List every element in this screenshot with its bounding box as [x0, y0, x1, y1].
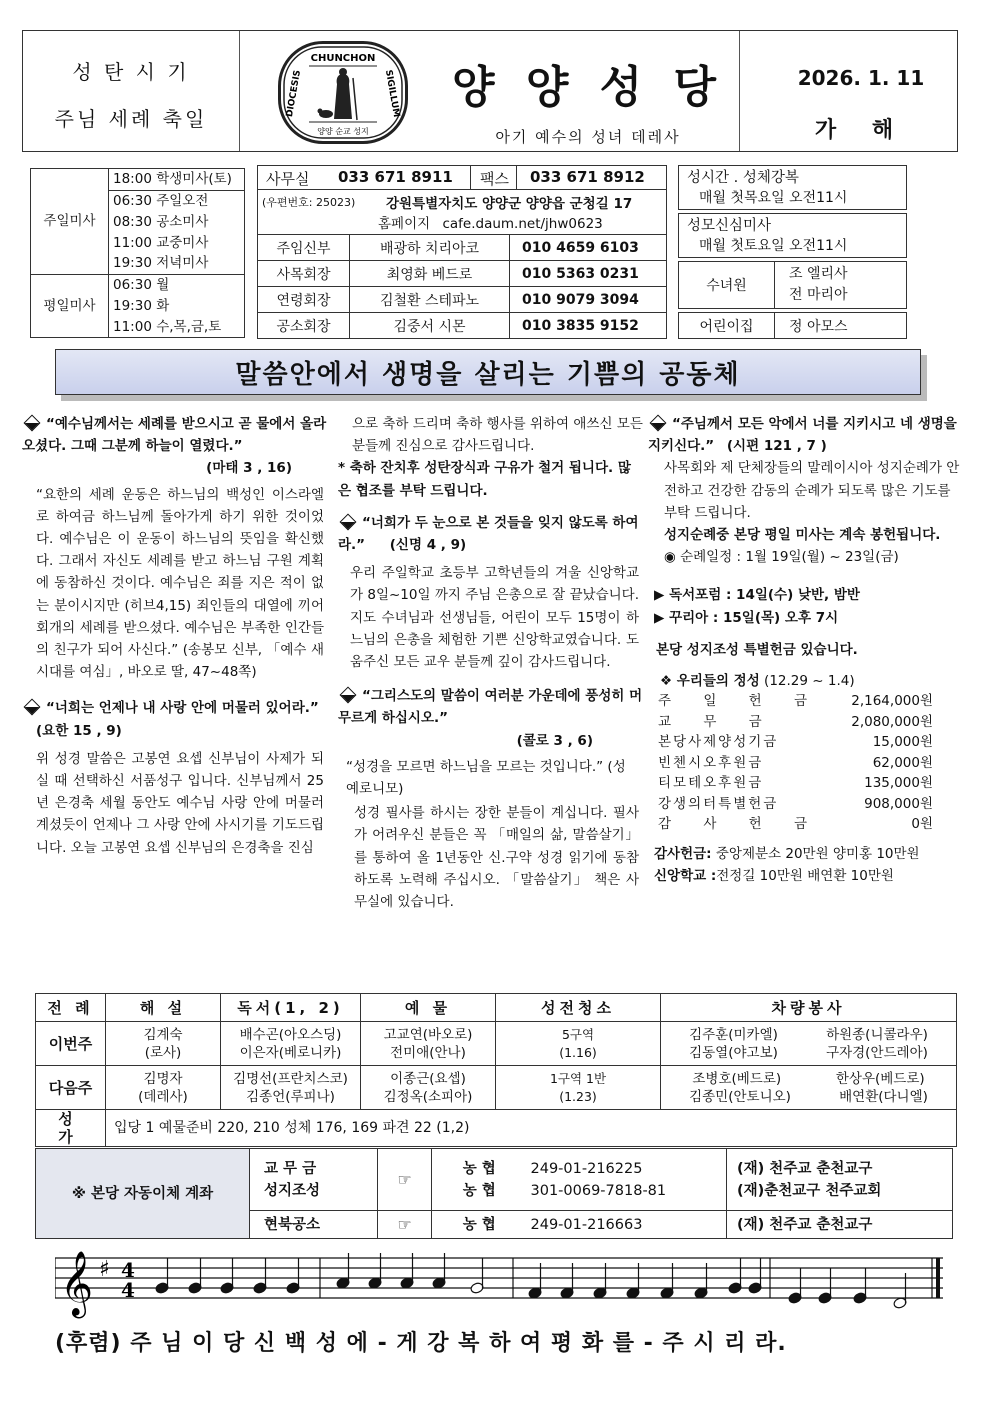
commentator: 김계숙 — [143, 1026, 183, 1043]
account-holder: (재) 천주교 춘천교구 — [737, 1160, 873, 1177]
bank-name: 농 협 — [462, 1160, 496, 1177]
offering-label: 강생의터특별헌금 — [658, 795, 779, 812]
music-staff — [55, 1240, 945, 1325]
offering-label: 티모테오후원금 — [658, 775, 764, 792]
offering-amount: 15,000원 — [872, 734, 933, 751]
col-header: 독서(1, 2) — [221, 994, 361, 1022]
staff-name: 최영화 베드로 — [350, 261, 510, 287]
diocese-seal-logo — [278, 41, 408, 144]
reader: 배수곤(아오스딩) — [239, 1026, 342, 1043]
account-holder: (재) 천주교 춘천교구 — [727, 1211, 953, 1239]
col-header: 차량봉사 — [661, 994, 957, 1022]
column-2 — [338, 413, 643, 913]
week-label: 다음주 — [36, 1066, 106, 1110]
special-offering: 본당 성지조성 특별헌금 있습니다. — [656, 641, 858, 658]
office-phone: 033 671 8911 — [338, 168, 453, 186]
scripture-quote: “예수님께서는 세례를 받으시고 곧 물에서 올라오셨다. 그때 그분께 하늘이 열렸다.” — [22, 416, 327, 455]
driver: 김종민(안토니오) — [689, 1088, 791, 1105]
bank-section-label: ※ 본당 자동이체 계좌 — [36, 1149, 250, 1239]
offering-label: 교 무 금 — [658, 713, 776, 730]
hymn-label: 성 가 — [36, 1110, 106, 1147]
announcement-text: 사목회와 제 단체장들의 말레이시아 성지순례가 안전하고 건강한 감동의 순례가 되도록 많은 기도를 부탁 드립니다. — [664, 460, 960, 521]
homepage-label: 홈페이지 — [378, 216, 431, 232]
scripture-ref: (콜로 3 , 6) — [516, 732, 593, 749]
sunday-mass-item: 19:30 저녁미사 — [109, 253, 245, 274]
scripture-ref: (신명 4 , 9) — [389, 537, 467, 554]
announcement-text: 위 성경 말씀은 고봉연 요셉 신부님이 사제가 되실 때 선택하신 서품성구 입니다. 신부님께서 25년 은경축 세월 동안도 예수님 사랑 안에 머물러 계셨듯이 언제나 그 사랑 안에 사시기를 기도드립니다. 오늘 고봉연 요셉 신부님의 은경축을 진심 — [36, 750, 324, 856]
staff-phone: 010 9079 3094 — [510, 287, 667, 313]
offering-label: 본당사제양성기금 — [658, 734, 779, 751]
cleaning-date: (1.16) — [559, 1044, 597, 1060]
offering-row — [658, 753, 933, 774]
pointing-hand-icon: ☞ — [378, 1149, 432, 1211]
svg-text:DIOCESIS: DIOCESIS — [284, 69, 304, 118]
devotions-block — [678, 165, 907, 339]
holy-hour-title: 성시간 . 성체강복 — [687, 170, 799, 186]
staff-role: 주임신부 — [258, 235, 350, 261]
motto-banner: 말씀안에서 생명을 살리는 기쁨의 공동체 — [55, 349, 921, 395]
bank-account-table — [35, 1148, 953, 1239]
col-header: 예 물 — [361, 994, 496, 1022]
treble-clef-icon: 𝄞 — [60, 1251, 94, 1316]
offering-row — [658, 691, 933, 712]
mass-schedule-table — [30, 168, 245, 338]
staff-name: 배광하 치리아코 — [350, 235, 510, 261]
column-1 — [22, 413, 332, 859]
diamond-bullet-icon — [650, 415, 667, 432]
quote-text: “성경을 모르면 하느님을 모르는 것입니다.” (성 예로니모) — [346, 758, 626, 798]
pointing-hand-icon: ☞ — [378, 1211, 432, 1239]
sister-name: 전 마리아 — [789, 287, 848, 303]
svg-text:CHUNCHON: CHUNCHON — [310, 53, 376, 64]
weekday-mass-item: 11:00 수,목,금,토 — [109, 316, 245, 337]
account-number: 249-01-216225 — [530, 1160, 643, 1177]
cleaning-zone: 1구역 1반 — [549, 1070, 607, 1086]
diamond-bullet-icon — [340, 513, 357, 530]
weekday-mass-item: 19:30 화 — [109, 295, 245, 316]
faith-school-donors: 전정길 10만원 배연환 10만원 — [716, 867, 894, 884]
staff-role: 공소회장 — [258, 313, 350, 339]
issue-date: 2026. 1. 11 — [797, 66, 925, 90]
account-purpose: 교 무 금 — [264, 1160, 317, 1177]
office-label: 사무실 — [266, 170, 310, 188]
sister-name: 조 엘리사 — [789, 266, 848, 282]
masthead — [22, 30, 958, 152]
marian-mass-title: 성모신심미사 — [687, 218, 772, 234]
driver: 배연환(다니엘) — [839, 1088, 928, 1105]
account-holder: (재)춘천교구 천주교회 — [737, 1182, 882, 1199]
cleaning-date: (1.23) — [559, 1088, 597, 1104]
feast-label: 주님 세례 축일 — [54, 107, 208, 131]
curia-meeting: ▶ 꾸리아 : 15일(목) 오후 7시 — [654, 609, 839, 626]
staff-role: 연령회장 — [258, 287, 350, 313]
liturgy-duty-table — [35, 993, 957, 1147]
account-number: 301-0069-7818-81 — [530, 1182, 667, 1199]
convent-label: 수녀원 — [679, 262, 775, 308]
driver: 하원종(니콜라우) — [826, 1026, 928, 1043]
offering-row — [658, 814, 933, 835]
staff-phone: 010 5363 0231 — [510, 261, 667, 287]
sunday-mass-item: 18:00 학생미사(토) — [109, 169, 245, 191]
driver: 김주훈(미카엘) — [689, 1026, 778, 1043]
offering-label: 주 일 헌 금 — [658, 693, 822, 710]
sunday-mass-item: 11:00 교중미사 — [109, 232, 245, 253]
pilgrimage-schedule: ◉ 순례일정 : 1월 19일(월) ~ 23일(금) — [664, 549, 899, 566]
offering-amount: 2,080,000원 — [851, 713, 933, 730]
postal-code: (우편번호: 25023) — [262, 196, 356, 209]
thanks-donors: 중앙제분소 20만원 양미홍 10만원 — [715, 845, 920, 862]
offering-label: 감 사 헌 금 — [658, 816, 822, 833]
offering-row — [658, 794, 933, 815]
diamond-bullet-icon — [24, 699, 41, 716]
offering-amount: 908,000원 — [864, 795, 933, 812]
bank-name: 농 협 — [432, 1211, 527, 1239]
scripture-quote: “그리스도의 말씀이 여러분 가운데에 풍성히 머무르게 하십시오.” — [338, 688, 643, 727]
staff-name: 김철환 스테파노 — [350, 287, 510, 313]
offering-amount: 135,000원 — [864, 775, 933, 792]
weekday-mass-label: 평일미사 — [31, 274, 109, 337]
weekday-mass-item: 06:30 월 — [109, 274, 245, 295]
offering-amount: 0원 — [911, 816, 933, 833]
staff-role: 사목회장 — [258, 261, 350, 287]
reading-forum: ▶ 독서포럼 : 14일(수) 낮반, 밤반 — [654, 587, 860, 604]
time-signature-top: 4 — [121, 1258, 135, 1282]
offering-bearer: 이종근(요셉) — [390, 1070, 466, 1087]
announcement-continued: 으로 축하 드리며 축하 행사를 위하여 애쓰신 모든 분들께 진심으로 감사드립니다. — [352, 416, 643, 455]
kindergarten-name: 정 아모스 — [789, 319, 848, 335]
offering-row — [658, 712, 933, 733]
reflection-text: “요한의 세례 운동은 하느님의 백성인 이스라엘로 하여금 하느님께 돌아가게 하기 위한 것이었다. 예수님은 이 운동이 하느님의 뜻임을 확신했다. 그래서 자신도 세례를 받고 하느님 구원 계획에 동참하신 것이다. 예수님은 죄를 지은 적이 없는 분이시지만 (히브4,15) 죄인들의 대열에 끼어 회개의 세례를 받으셨다. 예수님은 부족한 인간들의 친구가 되어 사신다.” (송봉모 신부, 「예수 새 시대를 여심」, 바오로 딸, 47~48쪽) — [36, 486, 324, 681]
reader: 김종언(루피나) — [246, 1088, 335, 1105]
fax-phone: 033 671 8912 — [530, 168, 645, 186]
svg-text:양양 순교 성지: 양양 순교 성지 — [317, 127, 369, 136]
bank-name: 농 협 — [462, 1182, 496, 1199]
scripture-ref: (시편 121 , 7 ) — [726, 438, 827, 455]
sunday-mass-label: 주일미사 — [31, 169, 109, 275]
time-signature-bottom: 4 — [121, 1278, 135, 1302]
col-header: 성전청소 — [496, 994, 661, 1022]
offering-row — [658, 773, 933, 794]
thanks-label: 감사헌금: — [654, 845, 712, 862]
col-header: 해 설 — [106, 994, 221, 1022]
faith-school-label: 신앙학교 : — [654, 867, 717, 884]
address: 강원특별자치도 양양군 양양읍 군청길 17 — [386, 196, 633, 212]
reader: 김명선(프란치스코) — [233, 1070, 348, 1087]
driver: 한상우(베드로) — [835, 1070, 925, 1087]
notice-text: * 축하 잔치후 성탄장식과 구유가 철거 됩니다. 많은 협조를 부탁 드립니다. — [338, 460, 631, 499]
scripture-ref: (마태 3 , 16) — [206, 460, 292, 477]
diamond-bullet-icon — [340, 687, 357, 704]
offering-bearer: 전미애(안나) — [390, 1044, 466, 1061]
staff-name: 김중서 시몬 — [350, 313, 510, 339]
offering-list — [648, 691, 933, 835]
announcement-bold: 성지순례중 본당 평일 미사는 계속 봉헌됩니다. — [664, 527, 941, 544]
sharp-icon: ♯ — [99, 1257, 110, 1282]
homepage-link[interactable]: cafe.daum.net/jhw0623 — [442, 216, 603, 232]
offering-label: 빈첸시오후원금 — [658, 754, 764, 771]
kindergarten-label: 어린이집 — [679, 313, 775, 338]
offering-amount: 2,164,000원 — [851, 693, 933, 710]
driver: 김동열(야고보) — [689, 1044, 778, 1061]
offering-period: (12.29 ~ 1.4) — [764, 673, 855, 690]
week-label: 이번주 — [36, 1022, 106, 1066]
commentator: 김명자 — [143, 1070, 183, 1087]
account-number: 249-01-216663 — [527, 1211, 727, 1239]
offering-bearer: 김정옥(소피아) — [383, 1088, 473, 1105]
offering-title: ❖ 우리들의 정성 — [660, 673, 760, 690]
offering-amount: 62,000원 — [872, 754, 933, 771]
sunday-mass-item: 08:30 공소미사 — [109, 212, 245, 233]
hymn-score — [55, 1240, 945, 1380]
scripture-quote: “너희가 두 눈으로 본 것들을 잊지 않도록 하여라.” — [338, 514, 639, 554]
scripture-quote: “주님께서 모든 악에서 너를 지키시고 네 생명을 지키신다.” — [648, 416, 957, 455]
staff-phone: 010 4659 6103 — [510, 235, 667, 261]
sunday-mass-item: 06:30 주일오전 — [109, 190, 245, 211]
parish-patron: 아기 예수의 성녀 데레사 — [495, 128, 681, 146]
parish-title: 양 양 성 당 — [452, 62, 724, 113]
announcement-text: 우리 주일학교 초등부 고학년들의 겨울 신앙학교가 8일~10일 까지 주님 은총으로 잘 끝났습니다. 지도 수녀님과 선생님들, 어린이 모두 15명이 하느님의 은총을 체험한 기쁜 신앙학교였습니다. 도움주신 모든 교우 분들께 깊이 감사드립니다. — [350, 565, 639, 671]
driver: 조병호(베드로) — [692, 1070, 782, 1087]
liturgical-cycle: 가 해 — [814, 118, 908, 143]
hymn-numbers: 입당 1 예물준비 220, 210 성체 176, 169 파견 22 (1,2) — [106, 1110, 957, 1147]
account-purpose: 현북공소 — [250, 1211, 378, 1239]
announcement-text: 성경 필사를 하시는 장한 분들이 계십니다. 필사가 어려우신 분들은 꼭 「매일의 삶, 말씀살기」를 통하여 올 1년동안 신.구약 성경 읽기에 동참하도록 노력해 주십시오. 「말씀살기」 책은 사무실에 있습니다. — [354, 805, 639, 911]
offering-bearer: 고교연(바오로) — [383, 1026, 473, 1043]
staff-phone: 010 3835 9152 — [510, 313, 667, 339]
reader: 이은자(베로니카) — [239, 1044, 342, 1061]
account-purpose: 성지조성 — [264, 1182, 321, 1199]
fax-label: 팩스 — [480, 170, 509, 188]
column-3 — [648, 413, 960, 887]
marian-mass-time: 매월 첫토요일 오전11시 — [699, 238, 848, 254]
scripture-quote: “너희는 언제나 내 사랑 안에 머물러 있어라.” — [46, 700, 319, 717]
office-contact-block — [257, 165, 667, 339]
cleaning-zone: 5구역 — [561, 1026, 595, 1042]
svg-text:SIGILLUM: SIGILLUM — [382, 69, 402, 119]
driver: 구자경(안드레아) — [826, 1044, 928, 1061]
commentator-baptismal: (로사) — [144, 1044, 182, 1061]
season-label: 성 탄 시 기 — [72, 60, 190, 84]
diamond-bullet-icon — [24, 415, 41, 432]
holy-hour-time: 매월 첫목요일 오전11시 — [699, 190, 848, 206]
col-header: 전 례 — [36, 994, 106, 1022]
hymn-lyrics: (후렴) 주 님 이 당 신 백 성 에 - 게 강 복 하 여 평 화 를 - 주 시 리 라. — [55, 1331, 787, 1356]
commentator-baptismal: (데레사) — [138, 1088, 188, 1105]
offering-row — [658, 732, 933, 753]
scripture-ref: (요한 15 , 9) — [36, 722, 122, 739]
